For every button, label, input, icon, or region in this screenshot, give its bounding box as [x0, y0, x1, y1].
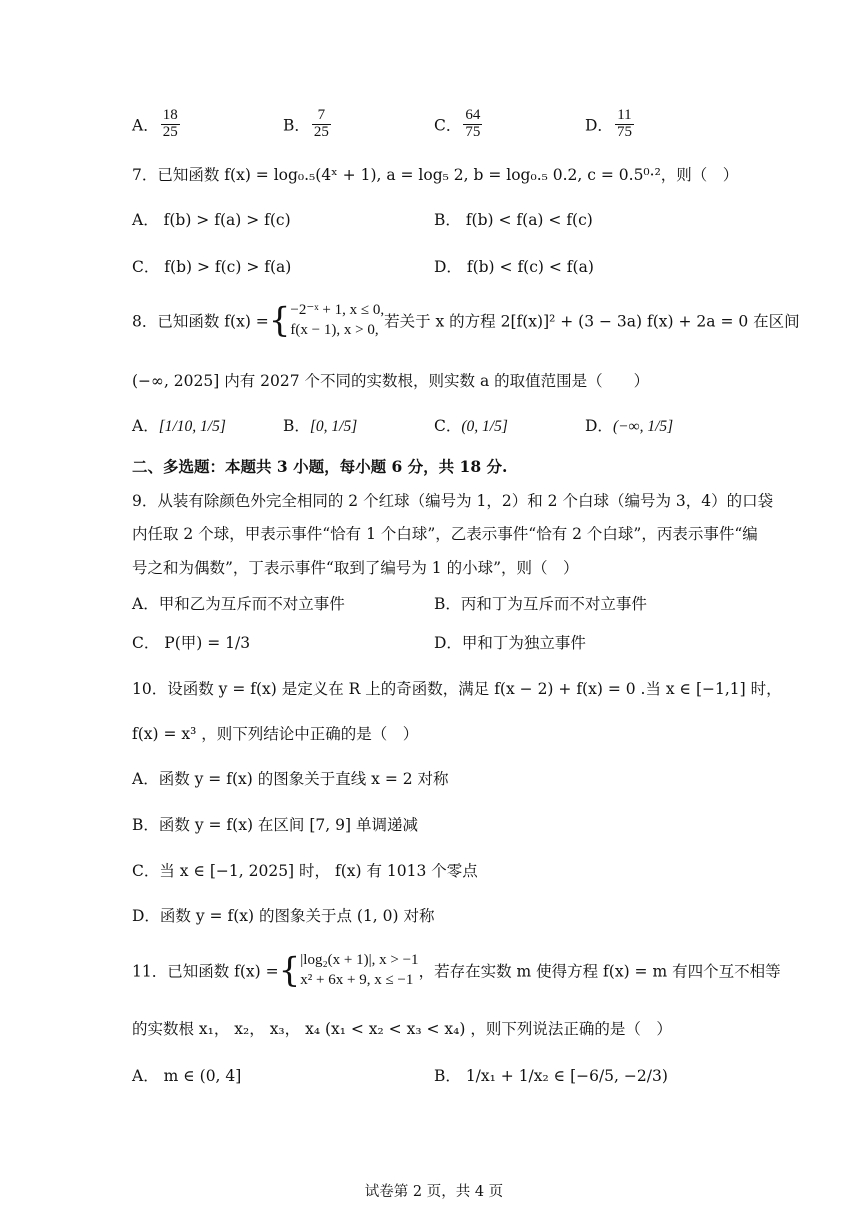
- q10-line2: f(x) = x³ ，则下列结论中正确的是（ ）: [132, 725, 419, 743]
- q7-option-d: D． f(b) < f(c) < f(a): [434, 258, 594, 276]
- q9-option-d: D．甲和丁为独立事件: [434, 634, 586, 652]
- q8-brace: {: [268, 300, 291, 341]
- q8-piecewise: −2⁻ˣ + 1, x ≤ 0, f(x − 1), x > 0,: [290, 302, 385, 339]
- q11-option-b: B． 1/x₁ + 1/x₂ ∈ [−6/5, −2/3): [434, 1067, 668, 1085]
- q8-option-c: C．(0, 1/5]: [434, 417, 508, 435]
- q8-option-d: D．(−∞, 1/5]: [585, 417, 674, 435]
- q8-stem-line1: 8．已知函数 f(x) ={ −2⁻ˣ + 1, x ≤ 0, f(x − 1), x > 0, 若关于 x 的方程 2[f(x)]² + (3 − 3a) f(x) + 2a = 0 在区间: [132, 300, 800, 341]
- q6-option-a: A． $\frac{18}{25}$: [132, 107, 178, 140]
- q11-option-a: A． m ∈ (0, 4]: [132, 1067, 242, 1085]
- q9-option-b: B．丙和丁为互斥而不对立事件: [434, 595, 647, 613]
- q10-option-d: D．函数 y = f(x) 的图象关于点 (1, 0) 对称: [132, 907, 435, 925]
- q9-option-c: C． P(甲) = 1/3: [132, 634, 251, 652]
- q11-stem-line1: 11．已知函数 f(x) ={ |log₂(x + 1)|, x > −1 x² + 6x + 9, x ≤ −1 ，若存在实数 m 使得方程 f(x) = m 有四个互不相等: [132, 950, 781, 991]
- q7-option-c: C． f(b) > f(c) > f(a): [132, 258, 292, 276]
- q6-d-fraction: $\frac{11}{75}$: [616, 107, 632, 140]
- q10-option-c: C．当 x ∈ [−1, 2025] 时， f(x) 有 1013 个零点: [132, 862, 478, 880]
- q10-option-b: B．函数 y = f(x) 在区间 [7, 9] 单调递减: [132, 816, 418, 834]
- q10-line1: 10．设函数 y = f(x) 是定义在 R 上的奇函数，满足 f(x − 2) + f(x) = 0 .当 x ∈ [−1,1] 时，: [132, 680, 782, 698]
- q9-option-a: A．甲和乙为互斥而不对立事件: [132, 595, 345, 613]
- q6-option-c: C． $\frac{64}{75}$: [434, 107, 481, 140]
- page-footer: 试卷第 2 页，共 4 页: [364, 1184, 504, 1200]
- q6-b-fraction: $\frac{7}{25}$: [313, 107, 329, 140]
- q7-option-a: A． f(b) > f(a) > f(c): [132, 211, 291, 229]
- q7-option-b: B． f(b) < f(a) < f(c): [434, 211, 593, 229]
- q10-option-a: A．函数 y = f(x) 的图象关于直线 x = 2 对称: [132, 770, 449, 788]
- q11-stem-line2: 的实数根 x₁， x₂， x₃， x₄ (x₁ < x₂ < x₃ < x₄) ，则下列说法正确的是（ ）: [132, 1020, 672, 1038]
- q8-option-a: A．[1/10, 1/5]: [132, 417, 226, 435]
- q9-line1: 9．从装有除颜色外完全相同的 2 个红球（编号为 1，2）和 2 个白球（编号为 3，4）的口袋: [132, 492, 774, 510]
- q11-brace: {: [278, 950, 301, 991]
- q6-a-fraction: $\frac{18}{25}$: [162, 107, 178, 140]
- q8-stem-line2: (−∞, 2025] 内有 2027 个不同的实数根，则实数 a 的取值范围是（ ）: [132, 372, 650, 390]
- section-2-title: 二、多选题：本题共 3 小题，每小题 6 分，共 18 分.: [132, 457, 508, 476]
- q9-line3: 号之和为偶数”，丁表示事件“取到了编号为 1 的小球”，则（ ）: [132, 559, 579, 577]
- q8-option-b: B．[0, 1/5]: [283, 417, 358, 435]
- q11-piecewise: |log₂(x + 1)|, x > −1 x² + 6x + 9, x ≤ −1: [300, 952, 419, 989]
- q6-option-b: B． $\frac{7}{25}$: [283, 107, 329, 140]
- q9-line2: 内任取 2 个球，甲表示事件“恰有 1 个白球”，乙表示事件“恰有 2 个白球”，丙表示事件“编: [132, 525, 758, 543]
- q6-c-fraction: $\frac{64}{75}$: [465, 107, 481, 140]
- q7-stem: 7．已知函数 f(x) = log₀.₅(4ˣ + 1), a = log₅ 2, b = log₀.₅ 0.2, c = 0.5⁰·²，则（ ）: [132, 166, 739, 184]
- q6-option-d: D． $\frac{11}{75}$: [585, 107, 632, 140]
